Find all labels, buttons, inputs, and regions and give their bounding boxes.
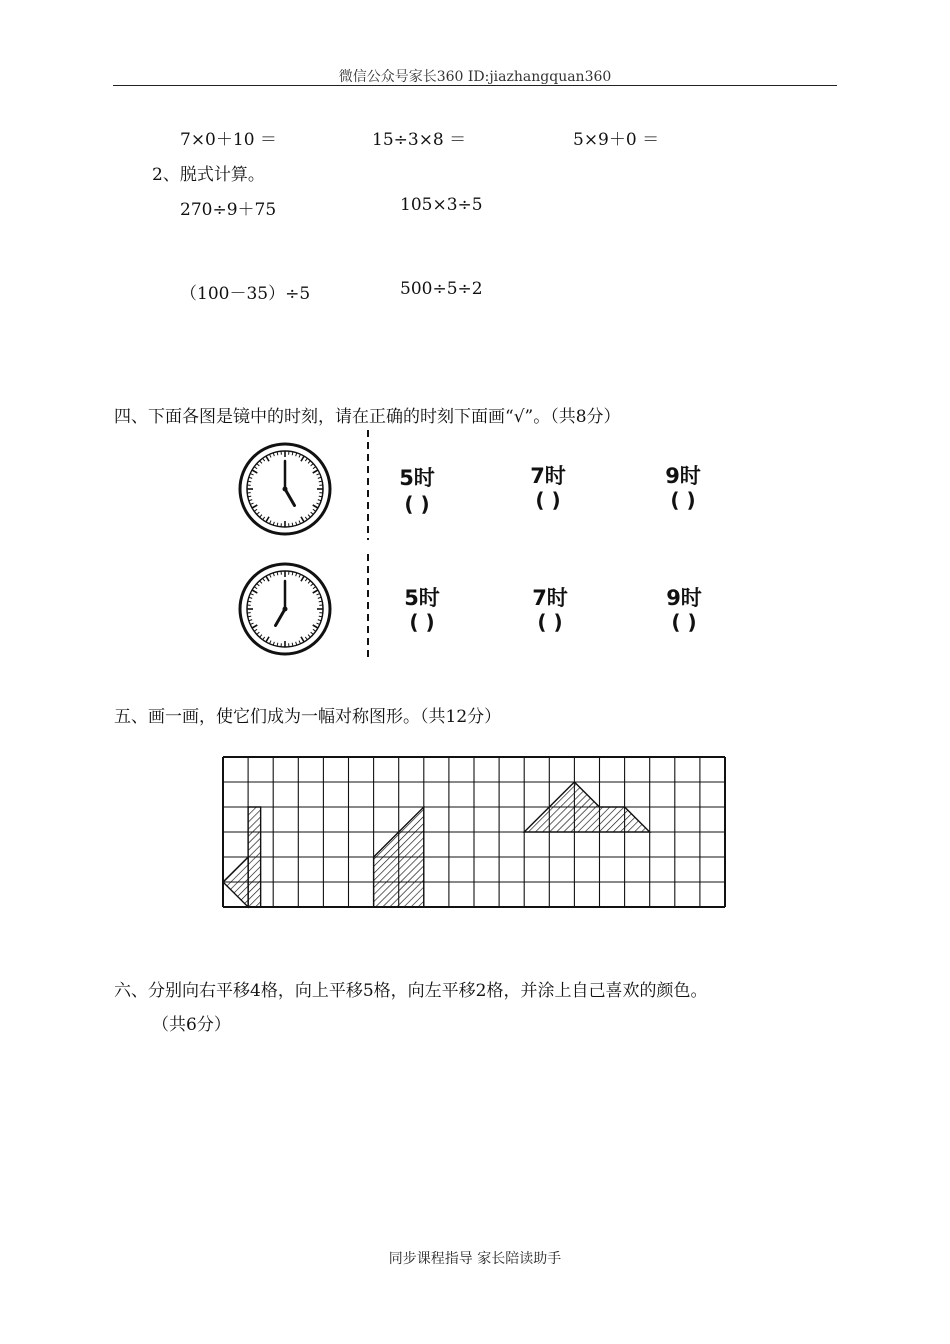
symmetry-grid xyxy=(222,756,726,908)
clock2-tick xyxy=(292,572,293,575)
dashed-divider xyxy=(366,430,370,662)
clock1-tick xyxy=(292,523,293,526)
clock2-tick xyxy=(319,616,322,617)
section6-subtitle: （共6分） xyxy=(152,1015,231,1035)
clock1-tick xyxy=(292,452,293,455)
option-r1-7: 7时 xyxy=(530,464,566,488)
clock2-tick xyxy=(277,572,278,575)
step-calc-item-2: 105×3÷5 xyxy=(400,195,483,215)
step-calc-title: 2、脱式计算。 xyxy=(152,165,265,185)
option-r2-7: 7时 xyxy=(532,586,568,610)
option-r1-5: 5时 xyxy=(399,466,435,490)
clock2-tick xyxy=(292,643,293,646)
page-footer: 同步课程指导 家长陪读助手 xyxy=(388,1251,562,1267)
step-calc-item-4: 500÷5÷2 xyxy=(400,279,483,299)
clock2-tick xyxy=(277,643,278,646)
clock1-center-pin xyxy=(283,487,288,492)
section5-title: 五、画一画，使它们成为一幅对称图形。（共12分） xyxy=(114,707,502,727)
answer-paren-r1-5[interactable]: ( ) xyxy=(404,492,430,516)
section6-title: 六、分别向右平移4格，向上平移5格，向左平移2格，并涂上自己喜欢的颜色。 xyxy=(114,981,708,1001)
clock2-center-pin xyxy=(283,607,288,612)
step-calc-item-1: 270÷9＋75 xyxy=(180,200,277,220)
clock1-tick xyxy=(277,523,278,526)
mirror-clock-1 xyxy=(238,442,332,536)
header-divider xyxy=(113,85,837,86)
section4-title: 四、下面各图是镜中的时刻，请在正确的时刻下面画“√”。（共8分） xyxy=(114,407,621,427)
clock1-tick xyxy=(277,452,278,455)
option-r2-5: 5时 xyxy=(404,586,440,610)
oral-item-2: 15÷3×8 ＝ xyxy=(372,130,467,150)
answer-paren-r1-7[interactable]: ( ) xyxy=(535,488,561,512)
clock2-tick xyxy=(248,601,251,602)
step-calc-item-3: （100－35）÷5 xyxy=(180,284,311,304)
oral-item-1: 7×0＋10 ＝ xyxy=(180,130,277,150)
clock1-tick xyxy=(248,481,251,482)
oral-item-3: 5×9＋0 ＝ xyxy=(573,130,660,150)
clock1-tick xyxy=(319,496,322,497)
answer-paren-r1-9[interactable]: ( ) xyxy=(670,488,696,512)
answer-paren-r2-5[interactable]: ( ) xyxy=(409,610,435,634)
option-r1-9: 9时 xyxy=(665,464,701,488)
answer-paren-r2-9[interactable]: ( ) xyxy=(671,610,697,634)
clock1-tick xyxy=(248,496,251,497)
option-r2-9: 9时 xyxy=(666,586,702,610)
answer-paren-r2-7[interactable]: ( ) xyxy=(537,610,563,634)
mirror-clock-2 xyxy=(238,562,332,656)
clock2-tick xyxy=(319,601,322,602)
clock2-tick xyxy=(248,616,251,617)
clock1-tick xyxy=(319,481,322,482)
page-header: 微信公众号家长360 ID:jiazhangquan360 xyxy=(338,69,612,85)
